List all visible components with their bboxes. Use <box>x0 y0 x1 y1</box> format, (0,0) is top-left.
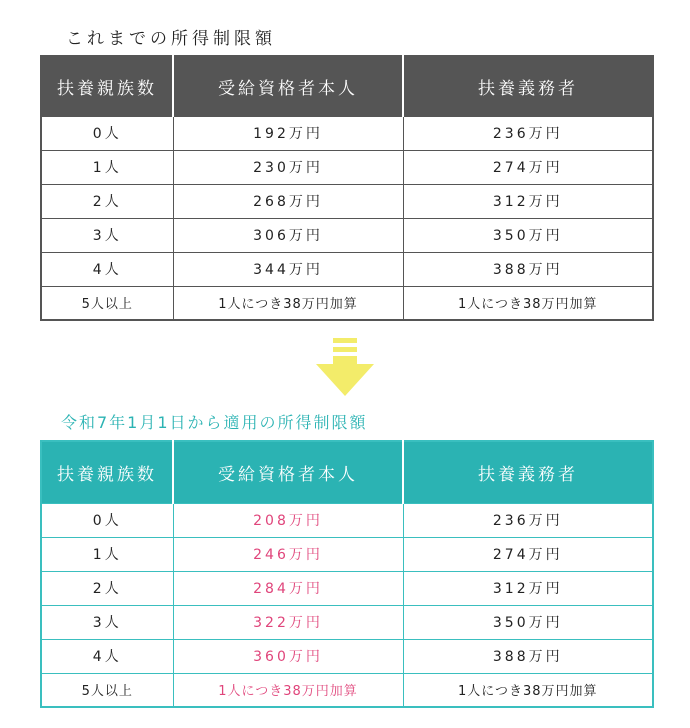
table-row <box>41 605 653 639</box>
header-obligor: 扶養義務者 <box>403 56 653 116</box>
obligor-cell: 350万円 <box>403 218 653 252</box>
table-row <box>41 673 653 707</box>
table-row <box>41 150 653 184</box>
recipient-cell: 268万円 <box>173 184 403 218</box>
obligor-cell: 312万円 <box>403 571 653 605</box>
obligor-cell: 274万円 <box>403 537 653 571</box>
header-dependents: 扶養親族数 <box>41 441 173 503</box>
header-recipient: 受給資格者本人 <box>173 56 403 116</box>
table-header-row <box>41 441 653 503</box>
header-recipient: 受給資格者本人 <box>173 441 403 503</box>
recipient-cell: 246万円 <box>173 537 403 571</box>
obligor-cell: 388万円 <box>403 252 653 286</box>
table-row <box>41 503 653 537</box>
recipient-cell: 360万円 <box>173 639 403 673</box>
obligor-cell: 236万円 <box>403 503 653 537</box>
table-row <box>41 286 653 320</box>
table-row <box>41 252 653 286</box>
obligor-cell: 1人につき38万円加算 <box>403 673 653 707</box>
dependents-cell: 0人 <box>41 116 173 150</box>
obligor-cell: 274万円 <box>403 150 653 184</box>
recipient-cell: 284万円 <box>173 571 403 605</box>
dependents-cell: 1人 <box>41 150 173 184</box>
obligor-cell: 1人につき38万円加算 <box>403 286 653 320</box>
recipient-cell: 230万円 <box>173 150 403 184</box>
new-limit-table <box>40 440 654 708</box>
header-obligor: 扶養義務者 <box>403 441 653 503</box>
dependents-cell: 3人 <box>41 605 173 639</box>
new-limit-title: 令和7年1月1日から適用の所得制限額 <box>61 413 368 432</box>
dependents-cell: 4人 <box>41 639 173 673</box>
old-limit-table <box>40 55 654 321</box>
old-limit-title: これまでの所得制限額 <box>66 29 276 49</box>
table-row <box>41 184 653 218</box>
table-row <box>41 537 653 571</box>
recipient-cell: 322万円 <box>173 605 403 639</box>
table-row <box>41 116 653 150</box>
recipient-cell: 1人につき38万円加算 <box>173 673 403 707</box>
obligor-cell: 312万円 <box>403 184 653 218</box>
recipient-cell: 344万円 <box>173 252 403 286</box>
recipient-cell: 306万円 <box>173 218 403 252</box>
dependents-cell: 0人 <box>41 503 173 537</box>
down-arrow-icon <box>316 338 374 398</box>
dependents-cell: 1人 <box>41 537 173 571</box>
table-row <box>41 639 653 673</box>
dependents-cell: 3人 <box>41 218 173 252</box>
recipient-cell: 1人につき38万円加算 <box>173 286 403 320</box>
table-row <box>41 218 653 252</box>
dependents-cell: 2人 <box>41 571 173 605</box>
dependents-cell: 2人 <box>41 184 173 218</box>
obligor-cell: 388万円 <box>403 639 653 673</box>
table-header-row <box>41 56 653 116</box>
recipient-cell: 192万円 <box>173 116 403 150</box>
table-row <box>41 571 653 605</box>
dependents-cell: 4人 <box>41 252 173 286</box>
recipient-cell: 208万円 <box>173 503 403 537</box>
obligor-cell: 350万円 <box>403 605 653 639</box>
obligor-cell: 236万円 <box>403 116 653 150</box>
header-dependents: 扶養親族数 <box>41 56 173 116</box>
dependents-cell: 5人以上 <box>41 286 173 320</box>
dependents-cell: 5人以上 <box>41 673 173 707</box>
